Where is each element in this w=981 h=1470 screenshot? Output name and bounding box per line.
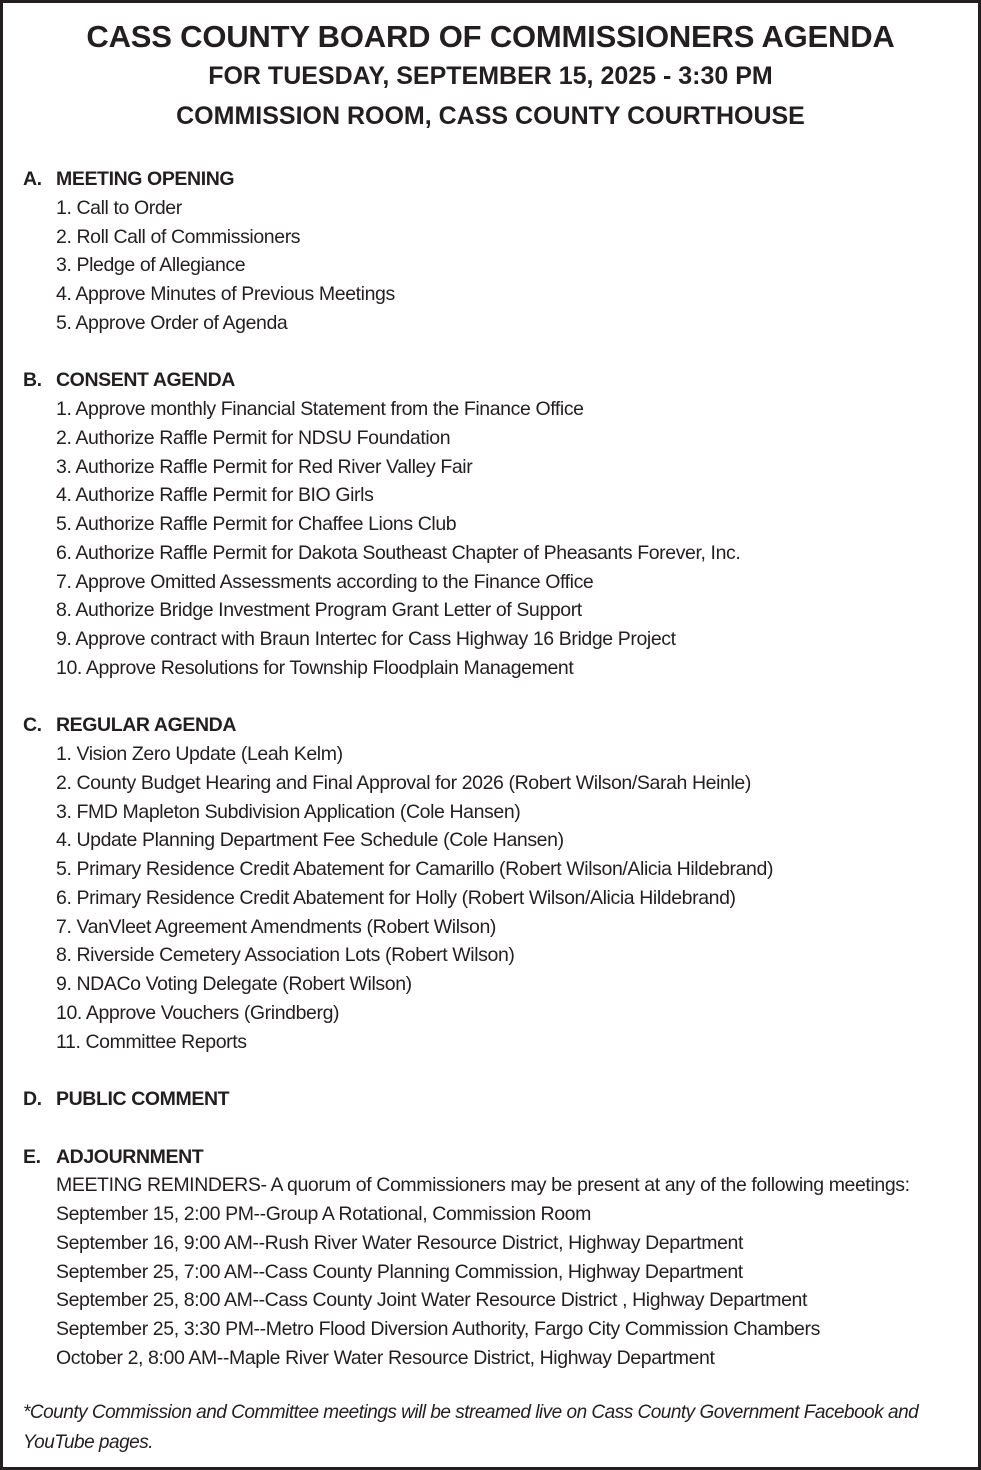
agenda-item [3,999,978,1028]
agenda-item-text: 8. Authorize Bridge Investment Program Grant Letter of Support [56,599,582,622]
agenda-item-text: 7. Approve Omitted Assessments according to the Finance Office [56,570,594,593]
agenda-item-text: 10. Approve Vouchers (Grindberg) [56,1001,340,1024]
agenda-item [3,510,978,539]
agenda-item [3,280,978,309]
agenda-item [3,884,978,913]
agenda-item-text: 2. County Budget Hearing and Final Approval for 2026 (Robert Wilson/Sarah Heinle) [56,771,751,794]
section-spacer [3,1114,978,1143]
agenda-item-text: 9. NDACo Voting Delegate (Robert Wilson) [56,973,412,995]
meeting-location: COMMISSION ROOM, CASS COUNTY COURTHOUSE [176,102,805,130]
agenda-item [3,970,978,999]
agenda-item-text: MEETING REMINDERS- A quorum of Commissioners may be present at any of the following meetings: [56,1174,910,1197]
agenda-item-text: 6. Primary Residence Credit Abatement for Holly (Robert Wilson/Alicia Hildebrand) [56,886,736,909]
section-letter: B. [23,369,42,392]
agenda-item [3,740,978,769]
agenda-item-text: September 25, 3:30 PM--Metro Flood Diversion Authority, Fargo City Commission Chambers [56,1318,820,1340]
agenda-item-text: September 25, 7:00 AM--Cass County Planning Commission, Highway Department [56,1260,743,1283]
section-heading: MEETING OPENING [56,168,235,190]
section-heading: PUBLIC COMMENT [56,1088,230,1110]
section-heading: ADJOURNMENT [56,1145,204,1168]
agenda-item-text: 7. VanVleet Agreement Amendments (Robert Wilson) [56,915,496,938]
section-heading: REGULAR AGENDA [56,714,237,737]
agenda-title: CASS COUNTY BOARD OF COMMISSIONERS AGENDA [86,19,895,54]
meeting-reminder [3,1286,978,1315]
section-spacer [3,683,978,712]
section-spacer [3,1056,978,1085]
section-e-header [3,1143,978,1172]
agenda-item [3,481,978,510]
agenda-item-text: 5. Approve Order of Agenda [56,311,288,334]
section-letter: C. [23,714,42,737]
agenda-item-text: 4. Authorize Raffle Permit for BIO Girls [56,484,374,507]
agenda-item-text: 3. Pledge of Allegiance [56,254,246,277]
agenda-item [3,913,978,942]
agenda-item [3,826,978,855]
agenda-item-text: 2. Roll Call of Commissioners [56,225,301,248]
agenda-item-text: 9. Approve contract with Braun Intertec for Cass Highway 16 Bridge Project [56,628,676,650]
agenda-item-text: 1. Approve monthly Financial Statement from the Finance Office [56,398,584,420]
agenda-item-text: 1. Vision Zero Update (Leah Kelm) [56,743,343,765]
meeting-reminder [3,1200,978,1229]
agenda-body [3,165,978,1373]
agenda-item [3,395,978,424]
section-a-header [3,165,978,194]
agenda-item [3,309,978,338]
agenda-item-text: 3. Authorize Raffle Permit for Red River Valley Fair [56,455,473,478]
agenda-item-text: 3. FMD Mapleton Subdivision Application (Cole Hansen) [56,800,521,823]
agenda-item [3,855,978,884]
agenda-item [3,539,978,568]
agenda-item-text: 1. Call to Order [56,196,182,219]
agenda-item-text: 5. Authorize Raffle Permit for Chaffee Lions Club [56,513,457,535]
meeting-reminder [3,1258,978,1287]
meeting-reminder [3,1344,978,1373]
agenda-item-text: 11. Committee Reports [56,1030,247,1053]
section-letter: D. [23,1088,42,1110]
agenda-item [3,596,978,625]
agenda-item [3,251,978,280]
agenda-item [3,798,978,827]
meeting-date-time: FOR TUESDAY, SEPTEMBER 15, 2025 - 3:30 PM [208,62,773,90]
section-d-header [3,1085,978,1114]
agenda-item [3,568,978,597]
section-letter: A. [23,168,42,190]
section-c-header [3,711,978,740]
meeting-reminder [3,1229,978,1258]
agenda-item-text: 10. Approve Resolutions for Township Floodplain Management [56,656,574,679]
agenda-item-text: October 2, 8:00 AM--Maple River Water Resource District, Highway Department [56,1346,715,1369]
section-letter: E. [23,1145,41,1168]
agenda-item [3,453,978,482]
agenda-item [3,941,978,970]
agenda-item-text: 4. Update Planning Department Fee Schedule (Cole Hansen) [56,829,564,852]
section-heading: CONSENT AGENDA [56,369,235,392]
agenda-item-text: 8. Riverside Cemetery Association Lots (Robert Wilson) [56,944,515,967]
agenda-item [3,194,978,223]
agenda-item-text: 4. Approve Minutes of Previous Meetings [56,283,395,305]
agenda-item-text: 5. Primary Residence Credit Abatement for Camarillo (Robert Wilson/Alicia Hildebrand) [56,858,774,880]
meeting-reminder [3,1315,978,1344]
agenda-item [3,625,978,654]
agenda-item-text: September 25, 8:00 AM--Cass County Joint Water Resource District , Highway Department [56,1289,807,1312]
agenda-item-text: 2. Authorize Raffle Permit for NDSU Foundation [56,426,451,449]
agenda-item-text: September 15, 2:00 PM--Group A Rotational, Commission Room [56,1203,591,1225]
agenda-item [3,1028,978,1057]
agenda-item [3,424,978,453]
section-b-header [3,366,978,395]
meeting-reminders-intro [3,1171,978,1200]
agenda-item-text: September 16, 9:00 AM--Rush River Water Resource District, Highway Department [56,1231,743,1254]
agenda-item [3,654,978,683]
agenda-item [3,769,978,798]
agenda-item-text: 6. Authorize Raffle Permit for Dakota Southeast Chapter of Pheasants Forever, Inc. [56,541,741,564]
agenda-item [3,223,978,252]
section-spacer [3,338,978,367]
streaming-footnote: *County Commission and Committee meetings will be streamed live on Cass County Government Facebook and YouTube pages. [23,1402,919,1453]
